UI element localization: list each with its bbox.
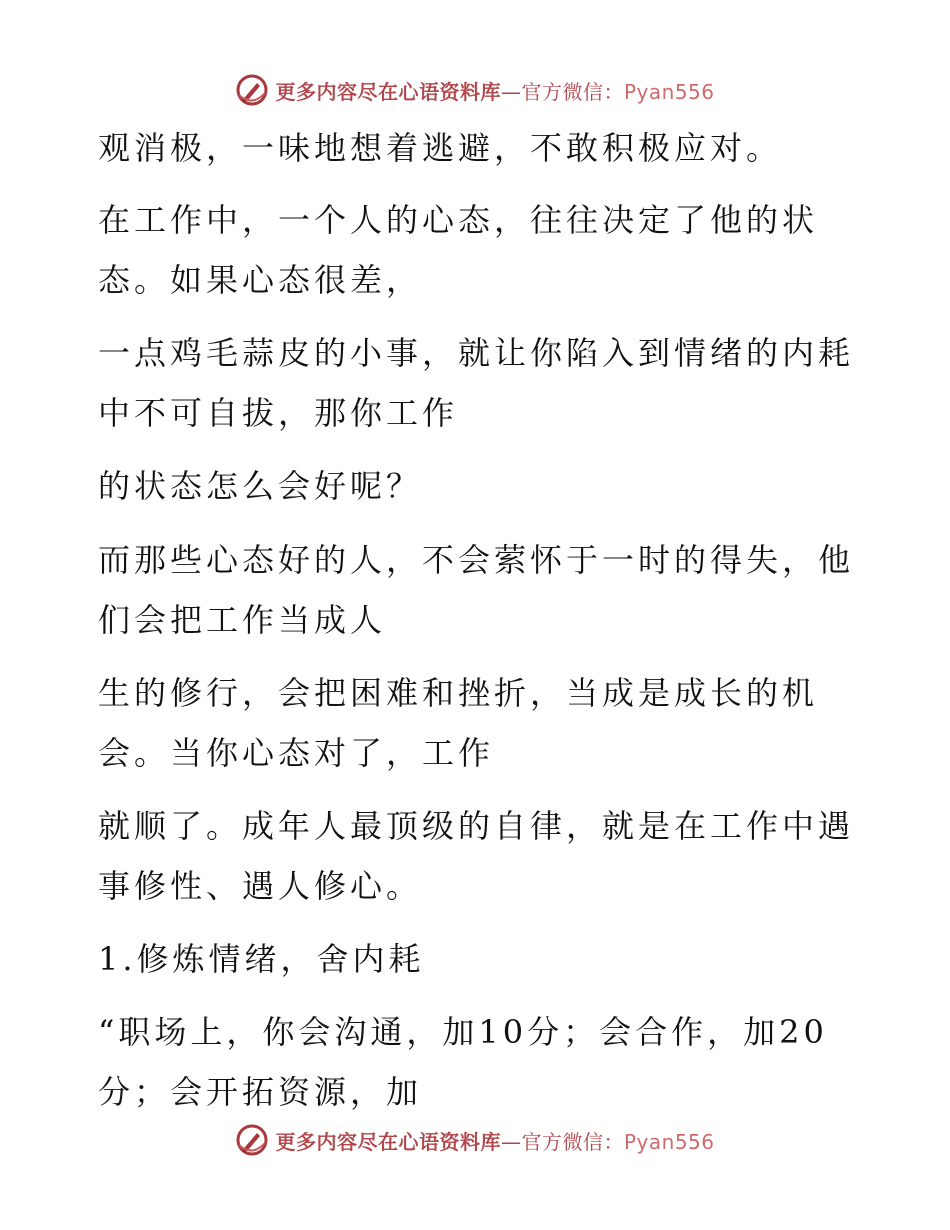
pen-logo-icon bbox=[235, 73, 269, 107]
banner-separator: — bbox=[500, 79, 522, 104]
banner-wechat-label: 官方微信： bbox=[521, 1129, 624, 1154]
text-line: 在工作中，一个人的心态，往往决定了他的状 bbox=[98, 201, 819, 239]
banner-separator: — bbox=[500, 1129, 522, 1154]
text-line: “职场上，你会沟通，加10分；会合作，加20 bbox=[98, 1013, 828, 1051]
text-line: 生的修行，会把困难和挫折，当成是成长的机 bbox=[98, 674, 819, 712]
banner-content bbox=[235, 73, 714, 107]
text-line: 就顺了。成年人最顶级的自律，就是在工作中遇 bbox=[98, 807, 855, 845]
pen-logo-icon bbox=[235, 1123, 269, 1157]
banner-brand: 更多内容尽在心语资料库 bbox=[275, 79, 501, 104]
banner-wechat-label: 官方微信： bbox=[521, 79, 624, 104]
text-line: 而那些心态好的人，不会萦怀于一时的得失，他 bbox=[98, 541, 855, 579]
banner-wechat-id: Pyan556 bbox=[623, 1129, 715, 1154]
banner-text bbox=[275, 76, 714, 105]
banner-wechat-id: Pyan556 bbox=[623, 79, 715, 104]
text-line: 事修性、遇人修心。 bbox=[98, 867, 423, 905]
text-line: 态。如果心态很差， bbox=[98, 261, 423, 299]
text-line: 会。当你心态对了，工作 bbox=[98, 734, 495, 772]
banner-content bbox=[235, 1123, 714, 1157]
banner-brand: 更多内容尽在心语资料库 bbox=[275, 1129, 501, 1154]
text-line: 的状态怎么会好呢？ bbox=[98, 467, 423, 505]
header-banner bbox=[0, 70, 950, 110]
text-line: 分；会开拓资源，加 bbox=[98, 1073, 423, 1111]
text-line: 中不可自拔，那你工作 bbox=[98, 394, 459, 432]
footer-banner bbox=[0, 1120, 950, 1160]
text-line: 一点鸡毛蒜皮的小事，就让你陷入到情绪的内耗 bbox=[98, 334, 855, 372]
banner-text bbox=[275, 1126, 714, 1155]
text-line: 观消极，一味地想着逃避，不敢积极应对。 bbox=[98, 129, 783, 167]
section-heading: 1.修炼情绪，舍内耗 bbox=[98, 940, 425, 978]
text-line: 们会把工作当成人 bbox=[98, 601, 387, 639]
